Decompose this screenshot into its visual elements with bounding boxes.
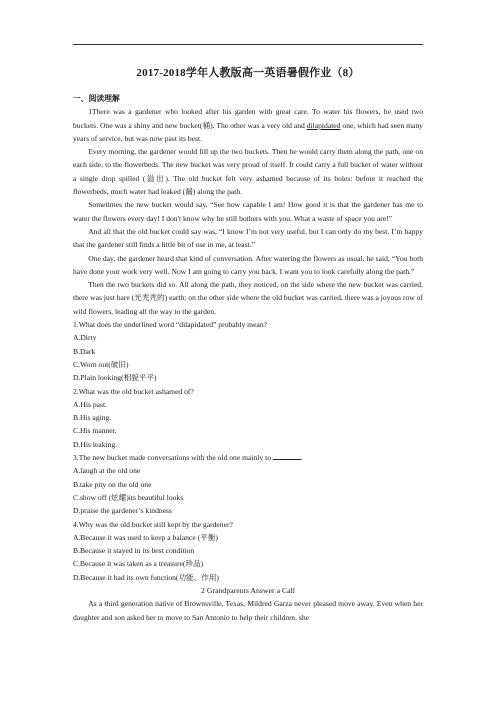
answer-option: A.laugh at the old one xyxy=(73,466,141,476)
answer-option: B.take pity on the old one xyxy=(73,479,152,489)
passage1-paragraph: Every morning, the gardener would fill up the two buckets. Then he would carry them along the path, one on each side, to the flowerbeds. The new bucket was very proud of itself. It could carry a full bucket of water without a single drop spilled (溢出). The old bucket felt very ashamed because of its holes: before it reached the flowerbeds, much water had leaked (漏) along the path. xyxy=(73,147,423,197)
passage1-paragraph: Sometimes the new bucket would say, “See how capable I am! How good it is that the gardener has me to water the flowers every day! I don't know why he still bothers with you. What a waste of space you are!” xyxy=(73,200,423,223)
answer-option: C.Because it was taken as a treasure(珍品) xyxy=(73,559,204,569)
section-heading: 一、阅读理解 xyxy=(73,94,120,103)
answer-option: D.praise the gardener’s kindness xyxy=(73,506,172,516)
answer-option: A.Dirty xyxy=(73,333,97,343)
question-stem-text: 3.The new bucket made conversations with the old one mainly to xyxy=(73,453,272,463)
question-stem xyxy=(73,451,423,464)
answer-option: D.Plain looking(相貌平平) xyxy=(73,373,157,383)
answer-option: A.Because it was used to keep a balance (平衡) xyxy=(73,532,218,542)
question-stem-text: . xyxy=(300,453,303,463)
passage1-paragraph: One day, the gardener heard that kind of conversation. After watering the flowers as usual, he said, “You both have done your work very well. Now I am going to carry you back. I want you to look carefully along the path.” xyxy=(73,253,423,276)
question-stem: 2.What was the old bucket ashamed of? xyxy=(73,386,194,396)
question-stem: 4.Why was the old bucket still kept by the gardener? xyxy=(73,519,233,529)
answer-option: C.Worn out(破旧) xyxy=(73,359,129,369)
answer-option: B.His aging. xyxy=(73,413,112,423)
answer-option: D.Because it had its own function(功能、作用) xyxy=(73,572,219,582)
answer-option: A.His past. xyxy=(73,399,107,409)
passage1-text: 1There was a gardener who looked after his garden with great care. To water his flowers, he used two buckets. One was a shiny and new bucket(桶). The other was a very old and xyxy=(73,107,423,130)
page-title: 2017-2018学年人教版高一英语暑假作业（8） xyxy=(136,67,360,79)
header-rule xyxy=(73,44,423,45)
passage2-paragraph: As a third generation native of Brownsville, Texas, Mildred Garza never pleased move away. Even when her daughter and son asked her to move to San Antonio to help their children, she xyxy=(73,599,423,622)
passage1-paragraph: Then the two buckets did so. All along the path, they noticed, on the side where the new bucket was carried, there was just bare (光秃秃的) earth; on the other side where the old bucket was carried, there was a joyous row of wild flowers, leading all the way to the garden. xyxy=(73,280,423,316)
document-body xyxy=(73,92,423,624)
passage1-text: one, which had seen many years of service, but was now past its best. xyxy=(73,120,423,143)
passage2-title: 2 Grandparents Answer a Call xyxy=(201,585,295,595)
answer-option: C.show off (炫耀)its beautiful looks xyxy=(73,492,184,502)
passage1-paragraph: And all that the old bucket could say was, “I know I’m not very useful, but I can only do my best. I’m happy that the gardener still finds a little bit of use in me, at least.” xyxy=(73,226,423,250)
passage1-paragraph xyxy=(73,105,423,145)
answer-option: C.His manner. xyxy=(73,426,117,436)
answer-option: D.His leaking. xyxy=(73,439,118,449)
answer-blank xyxy=(273,451,303,463)
question-stem: 1.What does the underlined word “dilapidated” probably mean? xyxy=(73,320,267,330)
underlined-word: dilapidated xyxy=(306,120,341,130)
answer-option: B.Because it stayed in its best condition xyxy=(73,546,195,556)
answer-option: B.Dark xyxy=(73,346,96,356)
